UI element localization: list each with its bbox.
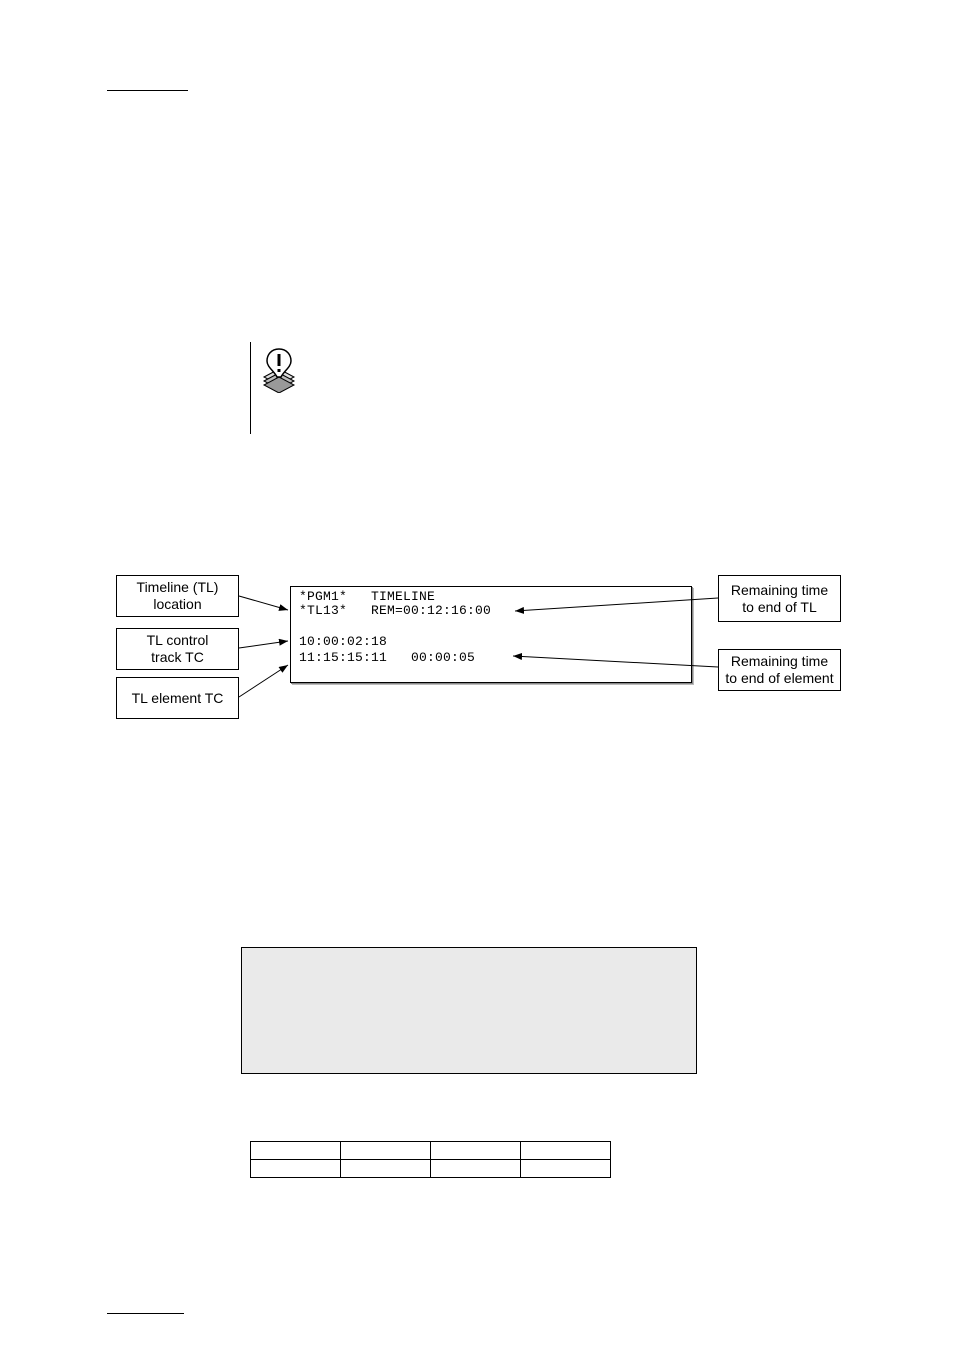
arrow-remaining-element xyxy=(513,656,718,667)
table-cell xyxy=(341,1160,431,1178)
callout-remaining-element-line1: Remaining time xyxy=(730,653,829,669)
table-cell xyxy=(341,1142,431,1160)
table-cell xyxy=(431,1160,521,1178)
empty-table xyxy=(250,1141,611,1178)
lcd-line-2: *TL13* REM=00:12:16:00 xyxy=(299,603,492,618)
table-cell xyxy=(521,1160,611,1178)
callout-tl-element-label: TL element TC xyxy=(131,689,224,706)
callout-remaining-tl-line1: Remaining time xyxy=(730,581,829,598)
arrow-remaining-tl xyxy=(515,598,718,611)
table-row xyxy=(251,1142,611,1160)
grey-shaded-box xyxy=(241,947,697,1074)
callout-tl-location-line1: Timeline (TL) xyxy=(136,579,219,595)
callout-remaining-tl-line2: to end of TL xyxy=(742,598,817,615)
table-cell xyxy=(431,1142,521,1160)
lcd-line-1: *PGM1* TIMELINE xyxy=(299,589,436,604)
arrow-tl-control-track xyxy=(239,641,288,648)
callout-remaining-element-line2: to end of element xyxy=(725,670,834,686)
lcd-line-3: 10:00:02:18 xyxy=(299,634,388,649)
lcd-line-4: 11:15:15:11 00:00:05 xyxy=(299,650,476,665)
table-cell xyxy=(521,1142,611,1160)
table-cell xyxy=(251,1160,341,1178)
table-cell xyxy=(251,1142,341,1160)
callout-tl-control-track-line1: TL control xyxy=(146,632,209,648)
callout-tl-control-track-line2: track TC xyxy=(151,649,204,665)
table-row xyxy=(251,1160,611,1178)
arrow-tl-location xyxy=(239,596,288,610)
arrow-tl-element xyxy=(239,665,288,697)
callout-tl-location-line2: location xyxy=(153,596,202,612)
